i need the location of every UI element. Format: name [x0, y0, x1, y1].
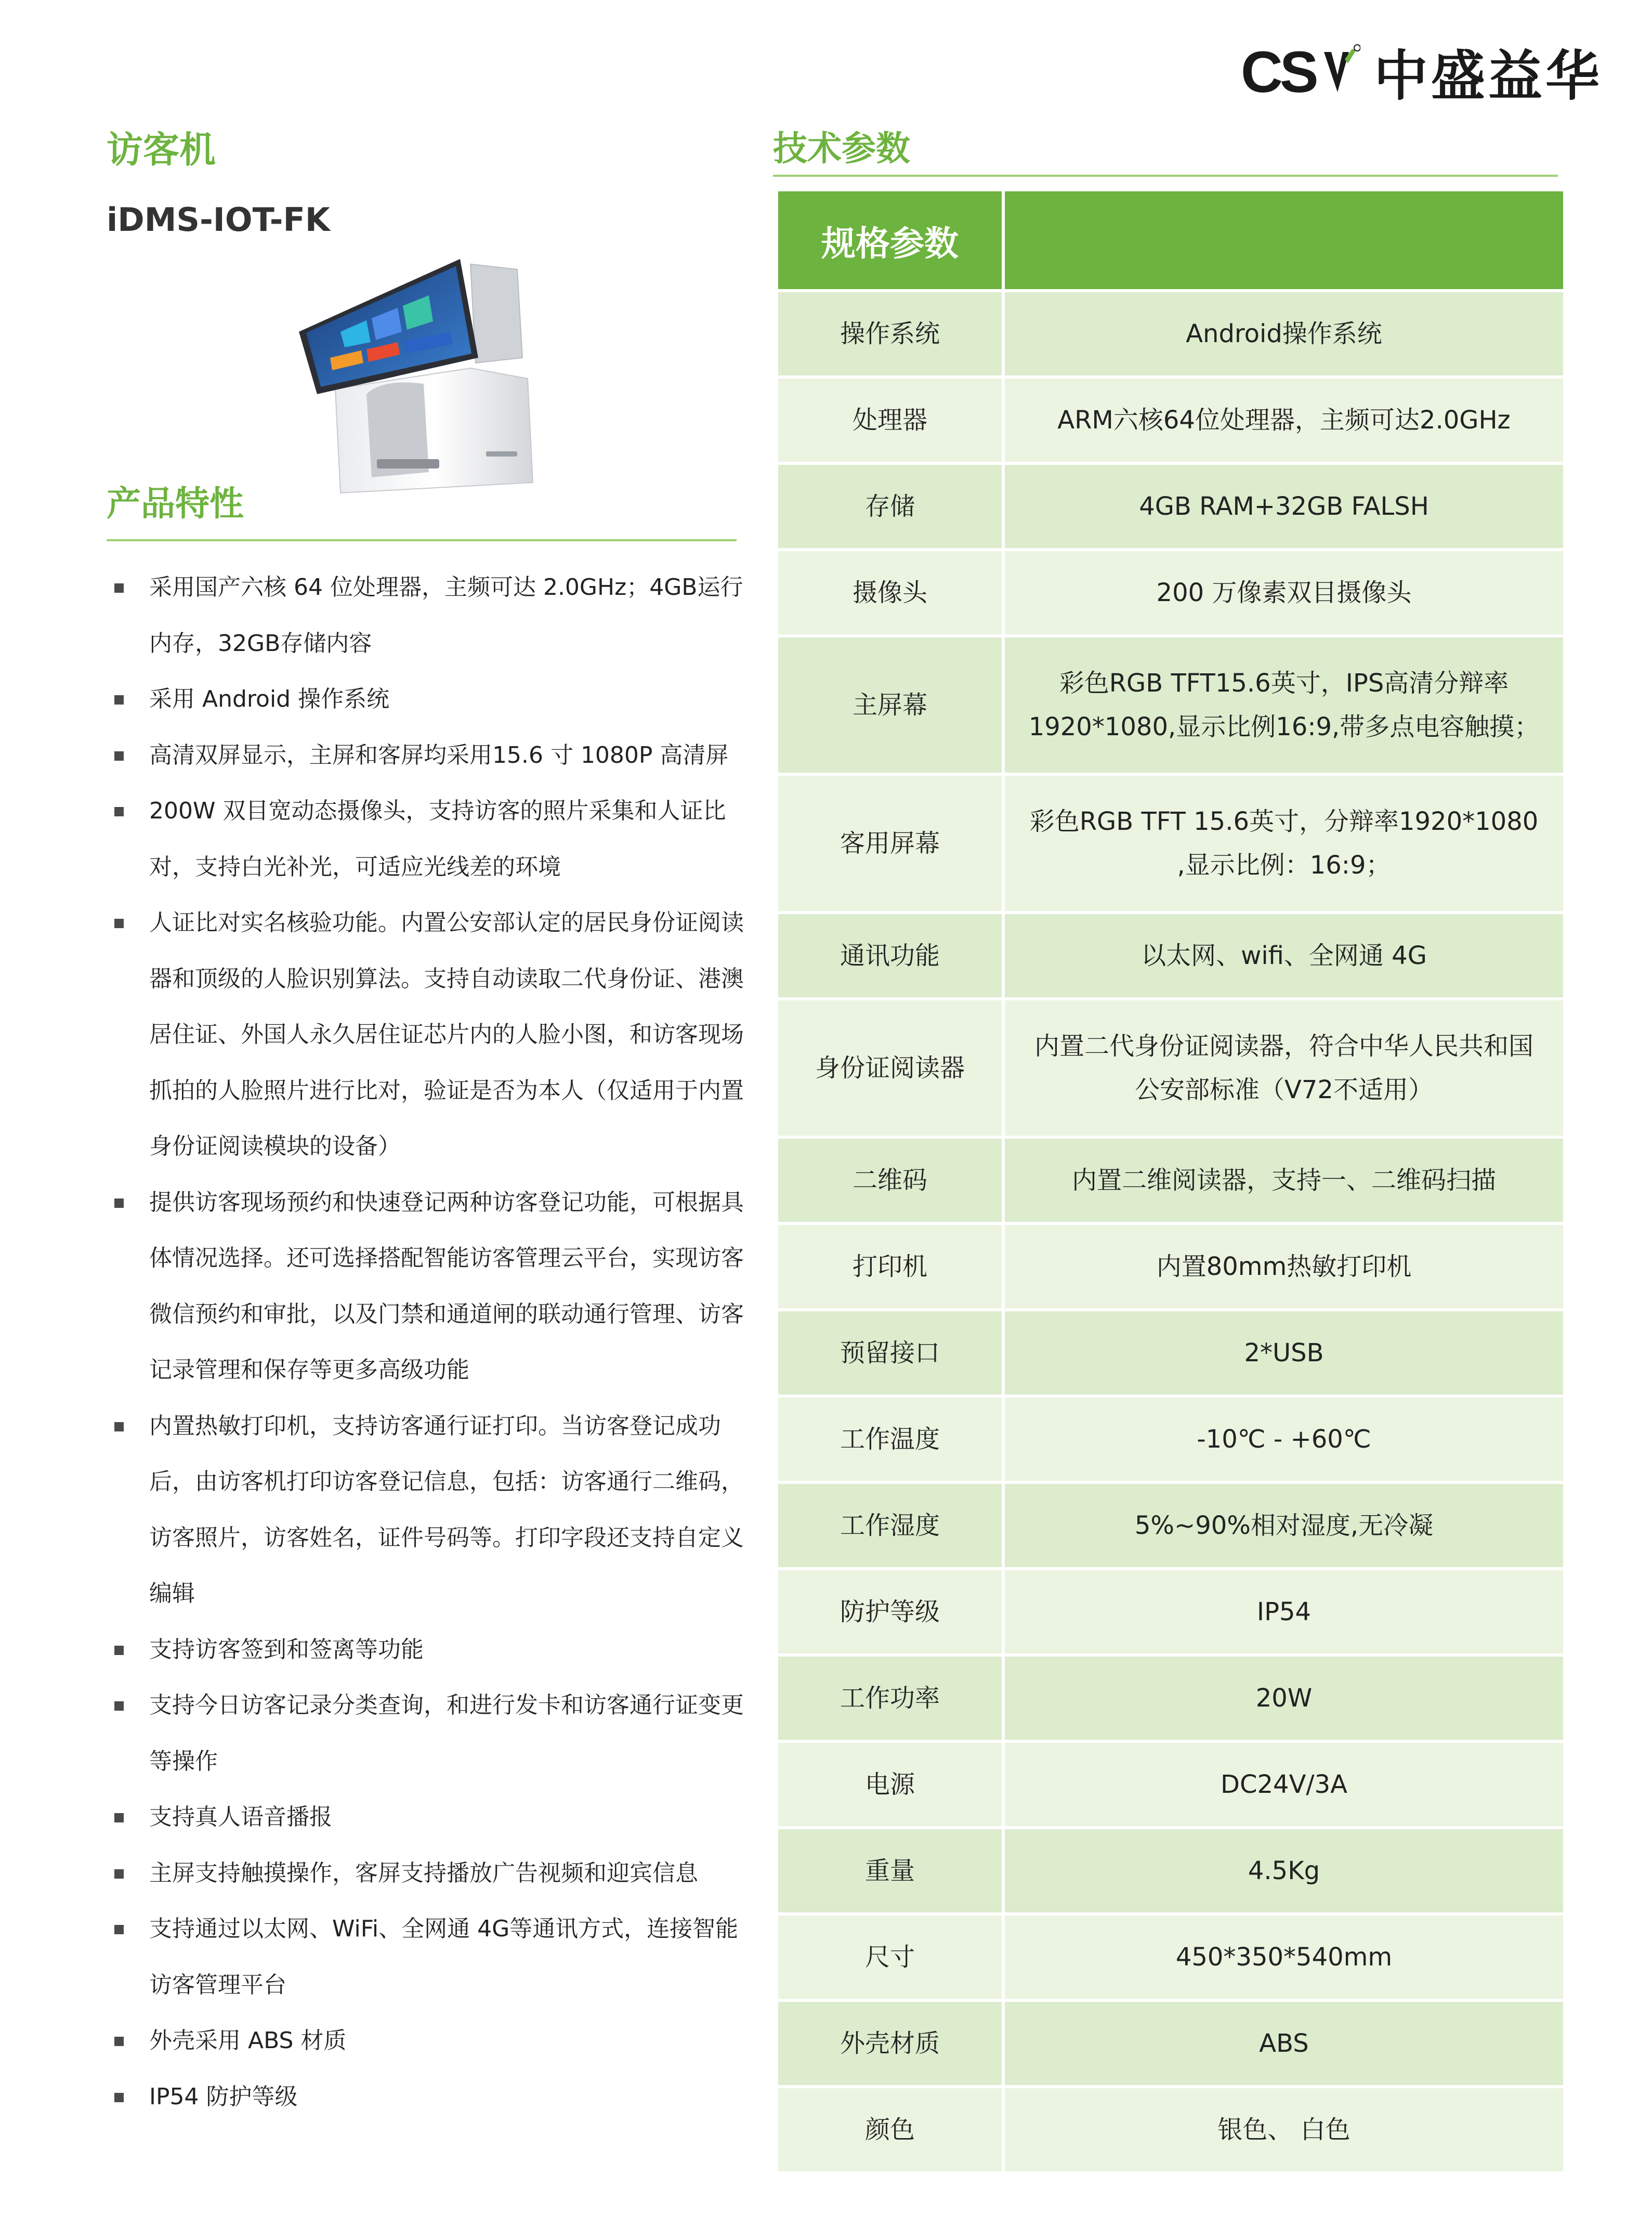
spec-key: 客用屏幕 [778, 776, 1002, 911]
spec-value: DC24V/3A [1005, 1743, 1563, 1826]
spec-value: 200 万像素双目摄像头 [1005, 551, 1563, 634]
kiosk-product-image [299, 254, 559, 503]
spec-key: 尺寸 [778, 1916, 1002, 1999]
feature-text: IP54 防护等级 [149, 2083, 298, 2110]
feature-item [107, 1901, 751, 2013]
spec-row [778, 379, 1563, 462]
feature-text: 提供访客现场预约和快速登记两种访客登记功能，可根据具体情况选择。还可选择搭配智能访客管理云平台，实现访客微信预约和审批，以及门禁和通道闸的联动通行管理、访客记录管理和保存等更多高级功能 [149, 1189, 744, 1383]
spec-row [778, 1570, 1563, 1653]
spec-key: 预留接口 [778, 1311, 1002, 1395]
spec-value: 4GB RAM+32GB FALSH [1005, 465, 1563, 548]
square-bullet-icon [114, 919, 124, 928]
spec-table [778, 191, 1563, 2174]
feature-text: 采用 Android 操作系统 [149, 686, 390, 712]
spec-key: 电源 [778, 1743, 1002, 1826]
spec-key: 打印机 [778, 1225, 1002, 1308]
feature-text: 高清双屏显示，主屏和客屏均采用15.6 寸 1080P 高清屏 [149, 741, 729, 769]
spec-value: ABS [1005, 2002, 1563, 2085]
feature-text: 采用国产六核 64 位处理器，主频可达 2.0GHz；4GB运行内存，32GB存储内容 [149, 574, 743, 657]
spec-key: 工作功率 [778, 1657, 1002, 1740]
spec-row [778, 776, 1563, 911]
specs-title: 技术参数 [773, 128, 910, 168]
spec-row [778, 637, 1563, 773]
spec-row [778, 1743, 1563, 1826]
square-bullet-icon [114, 751, 124, 761]
spec-key: 存储 [778, 465, 1002, 548]
feature-text: 主屏支持触摸操作，客屏支持播放广告视频和迎宾信息 [149, 1859, 698, 1886]
spec-key: 二维码 [778, 1139, 1002, 1222]
spec-value: 4.5Kg [1005, 1829, 1563, 1912]
feature-item [107, 1398, 751, 1622]
square-bullet-icon [114, 1646, 124, 1655]
brand-name: 中盛益华 [1373, 44, 1603, 108]
spec-row [778, 292, 1563, 375]
feature-text: 外壳采用 ABS 材质 [149, 2027, 347, 2054]
spec-value: 银色、 白色 [1005, 2088, 1563, 2171]
spec-key: 工作温度 [778, 1398, 1002, 1481]
csi-logo-icon [1241, 43, 1360, 100]
spec-key: 外壳材质 [778, 2002, 1002, 2085]
spec-value: 内置80mm热敏打印机 [1005, 1225, 1563, 1308]
spec-header-label: 规格参数 [778, 191, 1002, 289]
spec-key: 身份证阅读器 [778, 1000, 1002, 1136]
spec-value: 彩色RGB TFT 15.6英寸，分辩率1920*1080 ,显示比例：16:9； [1005, 776, 1563, 911]
spec-row [778, 1225, 1563, 1308]
spec-value: -10℃ - +60℃ [1005, 1398, 1563, 1481]
feature-item [107, 2013, 751, 2069]
spec-value: 20W [1005, 1657, 1563, 1740]
spec-row [778, 1139, 1563, 1222]
spec-key: 工作湿度 [778, 1484, 1002, 1567]
feature-item [107, 1845, 751, 1902]
spec-key: 摄像头 [778, 551, 1002, 634]
spec-key: 主屏幕 [778, 637, 1002, 773]
spec-value: 内置二维阅读器，支持一、二维码扫描 [1005, 1139, 1563, 1222]
spec-value: IP54 [1005, 1570, 1563, 1653]
spec-row [778, 1484, 1563, 1567]
feature-item [107, 1175, 751, 1398]
feature-item [107, 1789, 751, 1845]
square-bullet-icon [114, 1422, 124, 1431]
spec-row [778, 2002, 1563, 2085]
spec-key: 操作系统 [778, 292, 1002, 375]
spec-key: 防护等级 [778, 1570, 1002, 1653]
square-bullet-icon [114, 1925, 124, 1934]
square-bullet-icon [114, 1199, 124, 1208]
feature-text: 支持通过以太网、WiFi、全网通 4G等通讯方式，连接智能访客管理平台 [149, 1916, 739, 1998]
spec-value: 5%~90%相对湿度,无冷凝 [1005, 1484, 1563, 1567]
spec-row [778, 465, 1563, 548]
feature-item [107, 1677, 751, 1789]
spec-row [778, 1000, 1563, 1136]
spec-key: 通讯功能 [778, 914, 1002, 997]
spec-table-header [778, 191, 1563, 289]
features-divider [107, 539, 737, 541]
spec-row [778, 1311, 1563, 1395]
product-title: 访客机 [107, 128, 216, 171]
feature-item [107, 895, 751, 1175]
square-bullet-icon [114, 695, 124, 705]
square-bullet-icon [114, 807, 124, 816]
svg-text:CS: CS [1240, 43, 1316, 100]
spec-row [778, 1829, 1563, 1912]
square-bullet-icon [114, 1813, 124, 1822]
feature-item [107, 559, 751, 671]
spec-value: 彩色RGB TFT15.6英寸，IPS高清分辩率1920*1080,显示比例16:9,带多点电容触摸； [1005, 637, 1563, 773]
spec-value: Android操作系统 [1005, 292, 1563, 375]
feature-text: 内置热敏打印机，支持访客通行证打印。当访客登记成功后，由访客机打印访客登记信息，包括：访客通行二维码，访客照片，访客姓名，证件号码等。打印字段还支持自定义编辑 [149, 1412, 744, 1607]
spec-value: 以太网、wifi、全网通 4G [1005, 914, 1563, 997]
square-bullet-icon [114, 583, 124, 593]
spec-value: 2*USB [1005, 1311, 1563, 1395]
feature-item [107, 1622, 751, 1678]
feature-text: 支持访客签到和签离等功能 [149, 1636, 424, 1663]
spec-value: 450*350*540mm [1005, 1916, 1563, 1999]
spec-value: ARM六核64位处理器，主频可达2.0GHz [1005, 379, 1563, 462]
spec-row [778, 2088, 1563, 2171]
spec-row [778, 1398, 1563, 1481]
spec-row [778, 1657, 1563, 1740]
spec-key: 重量 [778, 1829, 1002, 1912]
spec-header-blank [1005, 191, 1563, 289]
square-bullet-icon [114, 1701, 124, 1711]
features-title: 产品特性 [107, 484, 244, 524]
brand-logo [1241, 32, 1603, 110]
spec-key: 颜色 [778, 2088, 1002, 2171]
spec-row [778, 551, 1563, 634]
square-bullet-icon [114, 2093, 124, 2102]
specs-divider [773, 175, 1558, 177]
feature-item [107, 727, 751, 784]
spec-row [778, 914, 1563, 997]
feature-item [107, 2069, 751, 2125]
spec-value: 内置二代身份证阅读器，符合中华人民共和国公安部标准（V72不适用） [1005, 1000, 1563, 1136]
square-bullet-icon [114, 1869, 124, 1879]
spec-key: 处理器 [778, 379, 1002, 462]
feature-text: 人证比对实名核验功能。内置公安部认定的居民身份证阅读器和顶级的人脸识别算法。支持自动读取二代身份证、港澳居住证、外国人永久居住证芯片内的人脸小图，和访客现场抓拍的人脸照片进行比对，验证是否为本人（仅适用于内置身份证阅读模块的设备） [149, 909, 744, 1160]
feature-item [107, 783, 751, 895]
square-bullet-icon [114, 2037, 124, 2046]
features-list [107, 559, 751, 2125]
feature-item [107, 671, 751, 727]
feature-text: 支持真人语音播报 [149, 1804, 332, 1830]
feature-text: 支持今日访客记录分类查询，和进行发卡和访客通行证变更等操作 [149, 1692, 744, 1775]
feature-text: 200W 双目宽动态摄像头，支持访客的照片采集和人证比对，支持白光补光，可适应光线差的环境 [149, 798, 726, 880]
product-model: iDMS-IOT-FK [107, 201, 330, 239]
spec-row [778, 1916, 1563, 1999]
